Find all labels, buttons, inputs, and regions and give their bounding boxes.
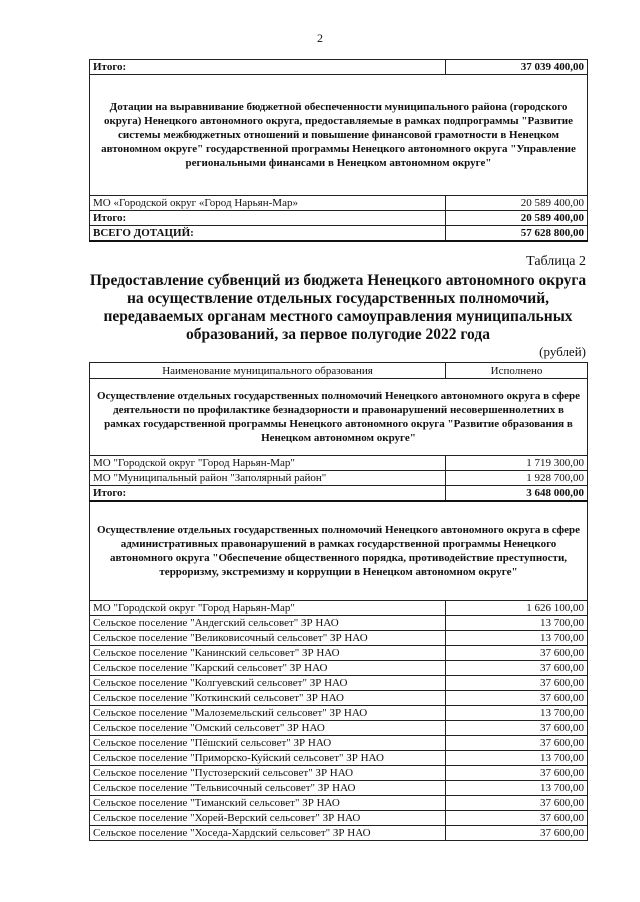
- municipality-name: МО "Муниципальный район "Заполярный район": [90, 471, 446, 486]
- municipality-name: Сельское поселение "Хоседа-Хардский сельсовет" ЗР НАО: [90, 826, 446, 841]
- table-row: [90, 766, 588, 781]
- amount-value: 13 700,00: [446, 616, 588, 631]
- subsidies-summary-table: [89, 59, 588, 242]
- header-value: Исполнено: [446, 363, 588, 379]
- municipality-name: Сельское поселение "Пёшский сельсовет" ЗР НАО: [90, 736, 446, 751]
- municipality-name: Сельское поселение "Карский сельсовет" ЗР НАО: [90, 661, 446, 676]
- amount-value: 1 719 300,00: [446, 456, 588, 471]
- table-row: [90, 646, 588, 661]
- table-row: [90, 60, 588, 75]
- total-label: ВСЕГО ДОТАЦИЙ:: [90, 226, 446, 242]
- municipality-name: Сельское поселение "Канинский сельсовет" ЗР НАО: [90, 646, 446, 661]
- amount-value: 37 600,00: [446, 661, 588, 676]
- amount-value: 1 626 100,00: [446, 601, 588, 616]
- amount-value: 13 700,00: [446, 781, 588, 796]
- section-title: Осуществление отдельных государственных полномочий Ненецкого автономного округа в сфере деятельности по профилактике безнадзорности и правонарушений несовершеннолетних в рамках государственной программы Ненецкого автономного округа "Развитие образования в Ненецком автономном округе": [90, 379, 588, 456]
- section-row: [90, 379, 588, 456]
- table-row: [90, 721, 588, 736]
- table-row: [90, 456, 588, 471]
- itogo-label: Итого:: [90, 211, 446, 226]
- itogo-value: 20 589 400,00: [446, 211, 588, 226]
- municipality-name: Сельское поселение "Колгуевский сельсовет" ЗР НАО: [90, 676, 446, 691]
- municipality-name: Сельское поселение "Приморско-Куйский сельсовет" ЗР НАО: [90, 751, 446, 766]
- subventions-table: [89, 362, 588, 841]
- amount-value: 37 600,00: [446, 691, 588, 706]
- municipality-name: Сельское поселение "Андегский сельсовет" ЗР НАО: [90, 616, 446, 631]
- row-label: МО «Городской округ «Город Нарьян-Мар»: [90, 196, 446, 211]
- amount-value: 37 600,00: [446, 796, 588, 811]
- section-row: [90, 75, 588, 196]
- municipality-name: Сельское поселение "Тельвисочный сельсовет" ЗР НАО: [90, 781, 446, 796]
- amount-value: 37 600,00: [446, 766, 588, 781]
- municipality-name: Сельское поселение "Пустозерский сельсовет" ЗР НАО: [90, 766, 446, 781]
- table-row: [90, 691, 588, 706]
- section-title: Осуществление отдельных государственных полномочий Ненецкого автономного округа в сфере административных правонарушений в рамках государственной программы Ненецкого автономного округа "Обеспечение общественного порядка, противодействие преступности, терроризму, экстремизму и коррупции в Ненецком автономном округе": [90, 501, 588, 601]
- amount-value: 37 600,00: [446, 811, 588, 826]
- table-row: [90, 226, 588, 242]
- amount-value: 37 600,00: [446, 676, 588, 691]
- amount-value: 37 600,00: [446, 736, 588, 751]
- section-title: Дотации на выравнивание бюджетной обеспеченности муниципального района (городского округа) Ненецкого автономного округа, предоставляемые в рамках подпрограммы "Развитие системы межбюджетных отношений и повышение финансовой грамотности в Ненецком автономном округе" государственной программы Ненецкого автономного округа "Управление региональными финансами в Ненецком автономном округе": [90, 75, 588, 196]
- table-row: [90, 781, 588, 796]
- row-value: 20 589 400,00: [446, 196, 588, 211]
- table-row: [90, 601, 588, 616]
- amount-value: 37 600,00: [446, 721, 588, 736]
- itogo-value: 37 039 400,00: [446, 60, 588, 75]
- municipality-name: Сельское поселение "Омский сельсовет" ЗР НАО: [90, 721, 446, 736]
- municipality-name: МО "Городской округ "Город Нарьян-Мар": [90, 601, 446, 616]
- amount-value: 13 700,00: [446, 631, 588, 646]
- table-row: [90, 706, 588, 721]
- table-row: [90, 631, 588, 646]
- table-row: [90, 811, 588, 826]
- itogo-label: Итого:: [90, 60, 446, 75]
- itogo-value: 3 648 000,00: [446, 486, 588, 502]
- municipality-name: Сельское поселение "Коткинский сельсовет" ЗР НАО: [90, 691, 446, 706]
- total-value: 57 628 800,00: [446, 226, 588, 242]
- table-row: [90, 736, 588, 751]
- table-row: [90, 211, 588, 226]
- table-row: [90, 196, 588, 211]
- amount-value: 1 928 700,00: [446, 471, 588, 486]
- table-caption: Таблица 2: [526, 254, 586, 269]
- itogo-label: Итого:: [90, 486, 446, 502]
- amount-value: 37 600,00: [446, 646, 588, 661]
- table-row: [90, 796, 588, 811]
- unit-label: (рублей): [539, 344, 586, 359]
- municipality-name: МО "Городской округ "Город Нарьян-Мар": [90, 456, 446, 471]
- header-name: Наименование муниципального образования: [90, 363, 446, 379]
- table-row: [90, 676, 588, 691]
- table-header-row: [90, 363, 588, 379]
- municipality-name: Сельское поселение "Великовисочный сельсовет" ЗР НАО: [90, 631, 446, 646]
- table-row: [90, 486, 588, 502]
- municipality-name: Сельское поселение "Малоземельский сельсовет" ЗР НАО: [90, 706, 446, 721]
- document-title: Предоставление субвенций из бюджета Ненецкого автономного округа на осуществление отдельных государственных полномочий, передаваемых органам местного самоуправления муниципальных образований, за первое полугодие 2022 года: [89, 272, 587, 343]
- table-row: [90, 661, 588, 676]
- amount-value: 13 700,00: [446, 751, 588, 766]
- table-row: [90, 826, 588, 841]
- page-number: 2: [317, 31, 323, 45]
- municipality-name: Сельское поселение "Тиманский сельсовет" ЗР НАО: [90, 796, 446, 811]
- table-row: [90, 751, 588, 766]
- section-row: [90, 501, 588, 601]
- municipality-name: Сельское поселение "Хорей-Верский сельсовет" ЗР НАО: [90, 811, 446, 826]
- amount-value: 13 700,00: [446, 706, 588, 721]
- amount-value: 37 600,00: [446, 826, 588, 841]
- table-row: [90, 616, 588, 631]
- table-row: [90, 471, 588, 486]
